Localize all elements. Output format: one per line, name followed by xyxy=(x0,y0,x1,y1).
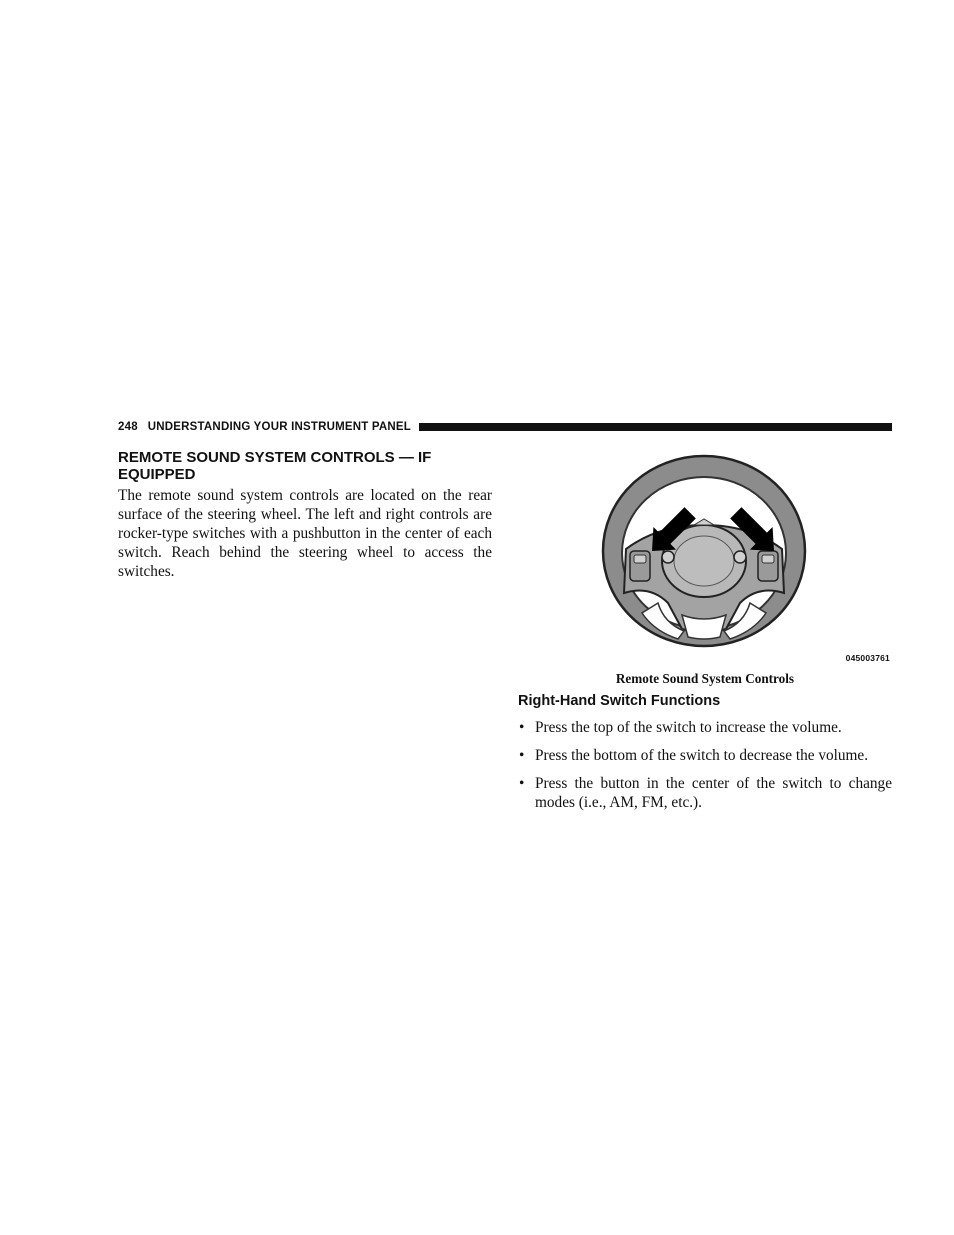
left-column xyxy=(118,449,492,581)
list-item-text: Press the top of the switch to increase the volume. xyxy=(535,719,842,736)
right-column xyxy=(518,447,892,821)
intro-paragraph: The remote sound system controls are located on the rear surface of the steering wheel. The left and right controls are rocker-type switches with a pushbutton in the center of each switch. Reach behind the steering wheel to access the switches. xyxy=(118,487,492,580)
figure-code: 045003761 xyxy=(845,653,890,663)
list-item-text: Press the bottom of the switch to decrease the volume. xyxy=(535,747,869,764)
bullet-list xyxy=(518,718,892,812)
bullet-icon: • xyxy=(519,775,525,792)
page-number: 248 xyxy=(118,421,138,433)
list-item xyxy=(518,746,892,765)
section-title: UNDERSTANDING YOUR INSTRUMENT PANEL xyxy=(147,421,411,433)
header-rule xyxy=(419,423,892,431)
bullet-icon: • xyxy=(519,747,525,764)
page-header xyxy=(118,419,892,435)
list-item xyxy=(518,774,892,812)
section-heading: REMOTE SOUND SYSTEM CONTROLS — IF EQUIPPED xyxy=(118,449,432,483)
list-item xyxy=(518,718,892,737)
bullet-icon: • xyxy=(519,719,525,736)
figure-caption: Remote Sound System Controls xyxy=(615,671,795,686)
steering-wheel-figure xyxy=(518,447,892,669)
steering-wheel-illustration-icon xyxy=(598,453,810,649)
list-item-text: Press the button in the center of the switch to change modes (i.e., AM, FM, etc.). xyxy=(535,775,892,811)
subheading: Right-Hand Switch Functions xyxy=(518,693,721,709)
